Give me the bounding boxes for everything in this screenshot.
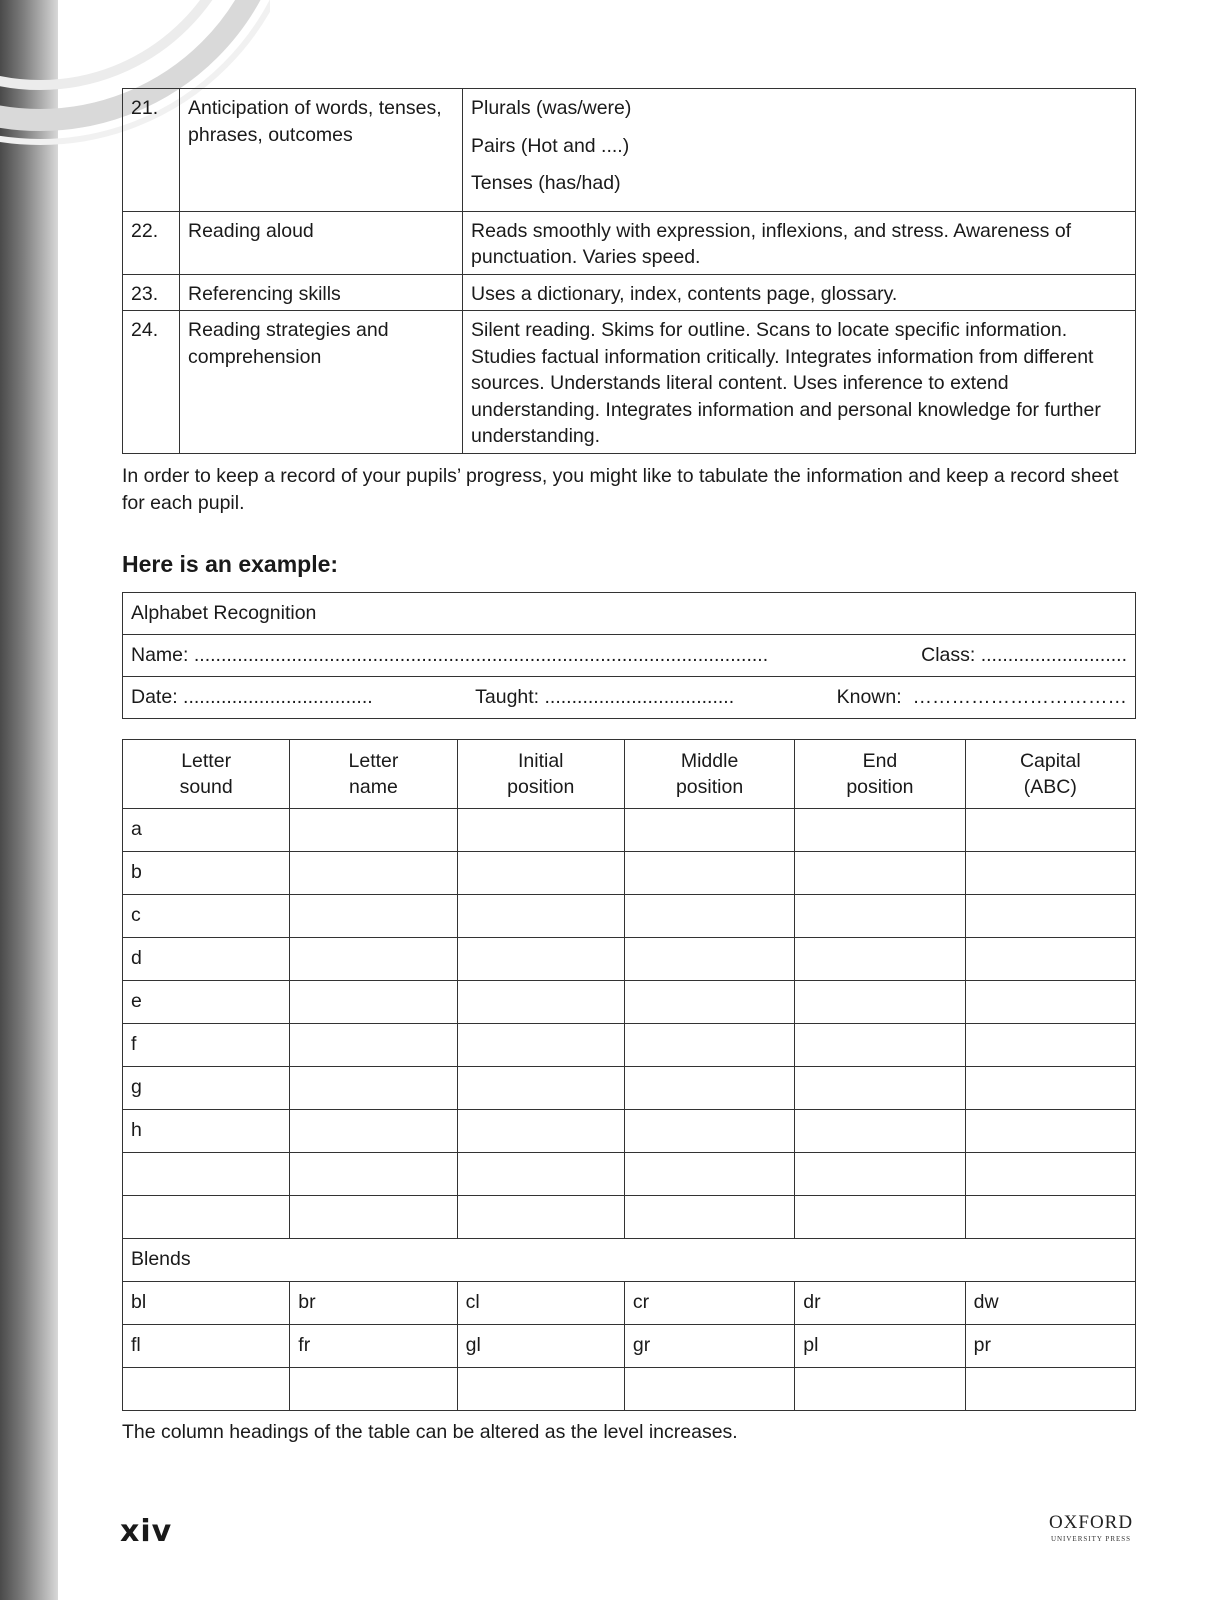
blend-cell — [965, 1367, 1135, 1410]
letter-cell: c — [123, 894, 290, 937]
column-header-line: sound — [179, 775, 233, 798]
record-cell — [290, 1066, 457, 1109]
record-cell — [624, 937, 794, 980]
column-header-line: (ABC) — [1023, 775, 1077, 798]
blend-cell: fl — [123, 1324, 290, 1367]
blends-label: Blends — [123, 1238, 1136, 1281]
blend-cell: gl — [457, 1324, 624, 1367]
record-cell — [290, 894, 457, 937]
record-cell — [795, 851, 965, 894]
letter-cell — [123, 1152, 290, 1195]
letter-cell: a — [123, 808, 290, 851]
publisher-sub: UNIVERSITY PRESS — [1050, 1535, 1132, 1543]
criteria-detail-line: Plurals (was/were) — [471, 97, 632, 119]
letter-cell: f — [123, 1023, 290, 1066]
blend-cell: bl — [123, 1281, 290, 1324]
record-cell — [457, 1152, 624, 1195]
record-cell — [290, 980, 457, 1023]
record-cell — [795, 1109, 965, 1152]
record-cell — [624, 1195, 794, 1238]
blend-cell: gr — [624, 1324, 794, 1367]
record-cell — [290, 937, 457, 980]
record-cell — [965, 894, 1135, 937]
blend-cell: cl — [457, 1281, 624, 1324]
record-cell — [457, 851, 624, 894]
blend-cell — [123, 1367, 290, 1410]
record-cell — [965, 1023, 1135, 1066]
record-cell — [290, 851, 457, 894]
taught-field: Taught: ................................... — [475, 685, 735, 708]
criteria-number: 21. — [123, 89, 180, 212]
column-header-line: position — [507, 775, 575, 798]
date-field: Date: ................................... — [131, 685, 373, 708]
letter-record-table — [122, 739, 1136, 1411]
column-header-line: position — [846, 775, 914, 798]
record-cell — [457, 1066, 624, 1109]
column-header-line: Capital — [1019, 749, 1081, 772]
column-header — [290, 739, 457, 808]
record-cell — [795, 808, 965, 851]
record-cell — [795, 980, 965, 1023]
column-header-line: End — [862, 749, 898, 772]
record-cell — [965, 1195, 1135, 1238]
record-cell — [795, 1023, 965, 1066]
record-cell — [965, 937, 1135, 980]
blend-row — [123, 1324, 1136, 1367]
page-number: xiv — [120, 1514, 173, 1549]
record-cell — [965, 980, 1135, 1023]
record-cell — [624, 1066, 794, 1109]
column-header — [457, 739, 624, 808]
criteria-detail-line: Uses a dictionary, index, contents page, glossary. — [471, 282, 898, 305]
page-content — [122, 88, 1136, 1444]
column-header — [965, 739, 1135, 808]
record-cell — [290, 1023, 457, 1066]
criteria-details — [463, 89, 1136, 212]
blend-cell: br — [290, 1281, 457, 1324]
table-row — [123, 851, 1136, 894]
criteria-area: Reading aloud — [180, 211, 463, 274]
record-cell — [290, 1152, 457, 1195]
blend-cell: dw — [965, 1281, 1135, 1324]
example-heading: Here is an example: — [122, 550, 339, 577]
record-cell — [965, 1109, 1135, 1152]
table-row — [123, 1109, 1136, 1152]
record-cell — [290, 808, 457, 851]
criteria-detail-line: Reads smoothly with expression, inflexions, and stress. Awareness of punctuation. Varies speed. — [471, 219, 1072, 268]
letter-cell: b — [123, 851, 290, 894]
known-field: Known: …………………………… — [836, 685, 1127, 708]
criteria-area: Referencing skills — [180, 274, 463, 311]
criteria-area: Reading strategies and comprehension — [180, 311, 463, 454]
blends-label-row — [123, 1238, 1136, 1281]
criteria-number: 22. — [123, 211, 180, 274]
letter-cell: d — [123, 937, 290, 980]
record-cell — [795, 894, 965, 937]
criteria-area: Anticipation of words, tenses, phrases, outcomes — [180, 89, 463, 212]
column-header-line: Letter — [348, 749, 399, 772]
blend-cell: fr — [290, 1324, 457, 1367]
footnote: The column headings of the table can be altered as the level increases. — [122, 1420, 738, 1443]
record-cell — [795, 937, 965, 980]
column-header-line: Middle — [680, 749, 739, 772]
record-cell — [795, 1152, 965, 1195]
criteria-details — [463, 311, 1136, 454]
record-cell — [624, 1109, 794, 1152]
publisher-name: OXFORD — [1048, 1512, 1134, 1533]
table-row — [123, 1023, 1136, 1066]
record-cell — [624, 1152, 794, 1195]
table-row — [123, 937, 1136, 980]
table-row — [123, 1152, 1136, 1195]
class-field: Class: ........................... — [921, 643, 1127, 666]
name-field: Name: .......................................................................................................... — [131, 643, 769, 666]
column-header — [624, 739, 794, 808]
letter-cell: e — [123, 980, 290, 1023]
record-cell — [457, 1023, 624, 1066]
criteria-details — [463, 274, 1136, 311]
blend-cell — [290, 1367, 457, 1410]
record-cell — [624, 808, 794, 851]
name-class-row — [123, 634, 1136, 676]
criteria-detail-line: Pairs (Hot and ....) — [471, 134, 630, 157]
criteria-detail-line: Silent reading. Skims for outline. Scans to locate specific information. Studies factual information critically. Integrates information from different sources. Understands literal content. Uses inference to extend understanding. Integrates information and personal knowledge for further understanding. — [471, 319, 1101, 447]
record-cell — [457, 1109, 624, 1152]
column-header-line: name — [349, 775, 398, 798]
criteria-table — [122, 88, 1136, 454]
publisher-logo — [1046, 1512, 1136, 1543]
record-cell — [795, 1066, 965, 1109]
column-header-line: position — [675, 775, 744, 798]
record-cell — [290, 1109, 457, 1152]
table-row — [123, 808, 1136, 851]
blend-cell — [457, 1367, 624, 1410]
record-header-table — [122, 592, 1136, 719]
criteria-detail-line: Tenses (has/had) — [471, 172, 621, 194]
letter-cell: g — [123, 1066, 290, 1109]
record-cell — [965, 1066, 1135, 1109]
criteria-row — [123, 311, 1136, 454]
record-cell — [457, 1195, 624, 1238]
record-cell — [624, 894, 794, 937]
blend-row — [123, 1281, 1136, 1324]
page-edge-gradient — [0, 0, 58, 1600]
letter-cell: h — [123, 1109, 290, 1152]
letter-cell — [123, 1195, 290, 1238]
record-cell — [457, 808, 624, 851]
table-row — [123, 1195, 1136, 1238]
blend-cell: pl — [795, 1324, 965, 1367]
record-cell — [965, 1152, 1135, 1195]
record-cell — [457, 980, 624, 1023]
column-header-line: Initial — [517, 749, 564, 772]
column-header — [795, 739, 965, 808]
record-cell — [624, 980, 794, 1023]
criteria-number: 23. — [123, 274, 180, 311]
column-header — [123, 739, 290, 808]
blend-cell — [624, 1367, 794, 1410]
record-cell — [624, 851, 794, 894]
record-cell — [795, 1195, 965, 1238]
record-cell — [965, 851, 1135, 894]
criteria-row — [123, 211, 1136, 274]
blend-cell: cr — [624, 1281, 794, 1324]
record-cell — [624, 1023, 794, 1066]
blend-cell: pr — [965, 1324, 1135, 1367]
table-row — [123, 1066, 1136, 1109]
date-taught-known-row — [123, 676, 1136, 718]
table-row — [123, 894, 1136, 937]
criteria-number: 24. — [123, 311, 180, 454]
blend-cell — [795, 1367, 965, 1410]
column-header-line: Letter — [181, 749, 232, 772]
criteria-row — [123, 274, 1136, 311]
blend-cell: dr — [795, 1281, 965, 1324]
record-cell — [965, 808, 1135, 851]
record-title: Alphabet Recognition — [123, 592, 1136, 634]
intro-paragraph: In order to keep a record of your pupils’ progress, you might like to tabulate the information and keep a record sheet for each pupil. — [122, 464, 1119, 514]
table-row — [123, 980, 1136, 1023]
criteria-details — [463, 211, 1136, 274]
record-cell — [290, 1195, 457, 1238]
blend-row — [123, 1367, 1136, 1410]
record-cell — [457, 894, 624, 937]
record-cell — [457, 937, 624, 980]
criteria-row — [123, 89, 1136, 212]
